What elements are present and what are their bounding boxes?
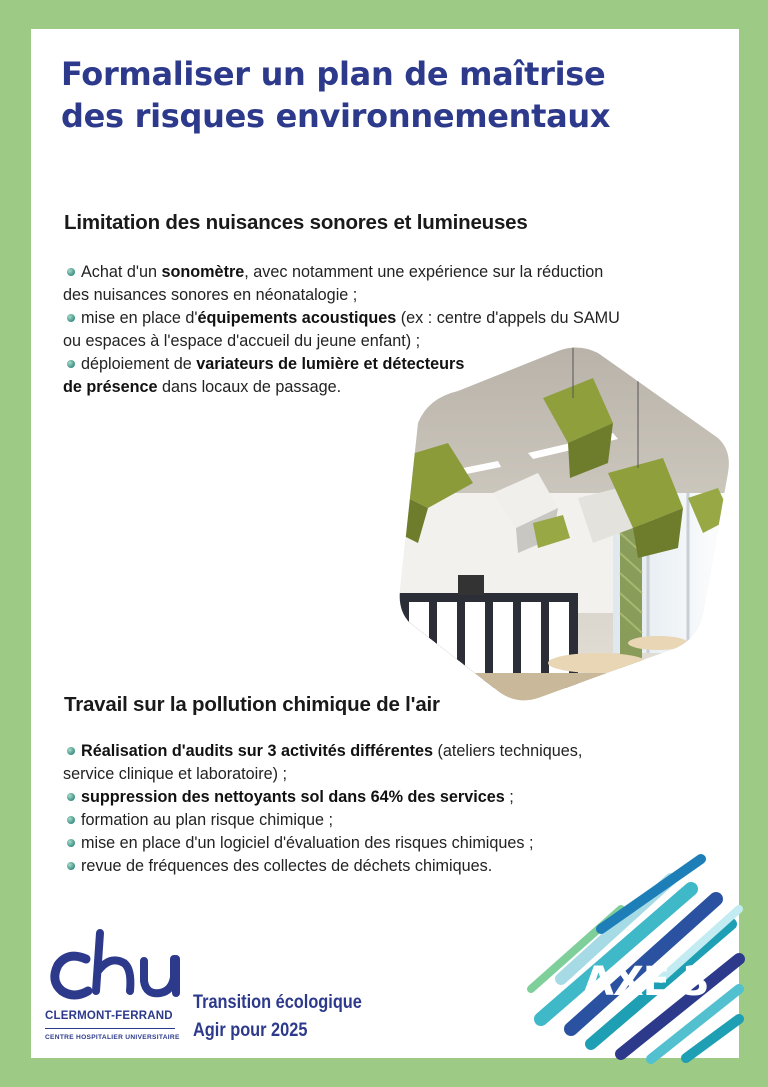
bullet-icon	[67, 360, 75, 368]
list-item: suppression des nettoyants sol dans 64% des services ;	[63, 786, 582, 809]
list-item: mise en place d'un logiciel d'évaluation des risques chimiques ;	[63, 832, 582, 855]
tagline-line-2: Agir pour 2025	[193, 1020, 308, 1041]
axis-badge: AXE 3	[583, 959, 709, 1005]
bullet-icon	[67, 793, 75, 801]
section-2-heading: Travail sur la pollution chimique de l'air	[64, 693, 440, 716]
title-line-1: Formaliser un plan de maîtrise	[61, 55, 606, 93]
tagline-line-1: Transition écologique	[193, 992, 362, 1013]
title-line-2: des risques environnementaux	[61, 97, 611, 135]
poster-page	[31, 29, 739, 1058]
list-item-continuation: de présence dans locaux de passage.	[63, 378, 342, 396]
acoustic-room-photo	[398, 343, 732, 703]
list-item: formation au plan risque chimique ;	[63, 809, 582, 832]
list-item: Réalisation d'audits sur 3 activités différentes (ateliers techniques,	[63, 740, 582, 763]
list-item: Achat d'un sonomètre, avec notamment une expérience sur la réduction	[63, 261, 620, 284]
logo-city: CLERMONT-FERRAND	[45, 1010, 173, 1022]
chu-logo	[43, 912, 193, 1005]
svg-text:chu: chu	[48, 912, 74, 929]
list-item-continuation: ou espaces à l'espace d'accueil du jeune enfant) ;	[63, 332, 421, 350]
bullet-icon	[67, 816, 75, 824]
bullet-icon	[67, 839, 75, 847]
section-2-list	[63, 740, 582, 878]
logo-divider	[45, 1028, 175, 1029]
list-item-continuation: service clinique et laboratoire) ;	[63, 765, 288, 783]
bullet-icon	[67, 268, 75, 276]
bullet-icon	[67, 862, 75, 870]
logo-subtitle: CENTRE HOSPITALIER UNIVERSITAIRE	[45, 1034, 180, 1041]
list-item: mise en place d'équipements acoustiques (ex : centre d'appels du SAMU	[63, 307, 620, 330]
section-1-heading: Limitation des nuisances sonores et lumineuses	[64, 211, 528, 234]
bullet-icon	[67, 747, 75, 755]
list-item-continuation: des nuisances sonores en néonatalogie ;	[63, 286, 358, 304]
list-item: déploiement de variateurs de lumière et détecteurs	[63, 353, 620, 376]
list-item: revue de fréquences des collectes de déchets chimiques.	[63, 855, 582, 878]
bullet-icon	[67, 314, 75, 322]
page-title	[61, 53, 701, 137]
